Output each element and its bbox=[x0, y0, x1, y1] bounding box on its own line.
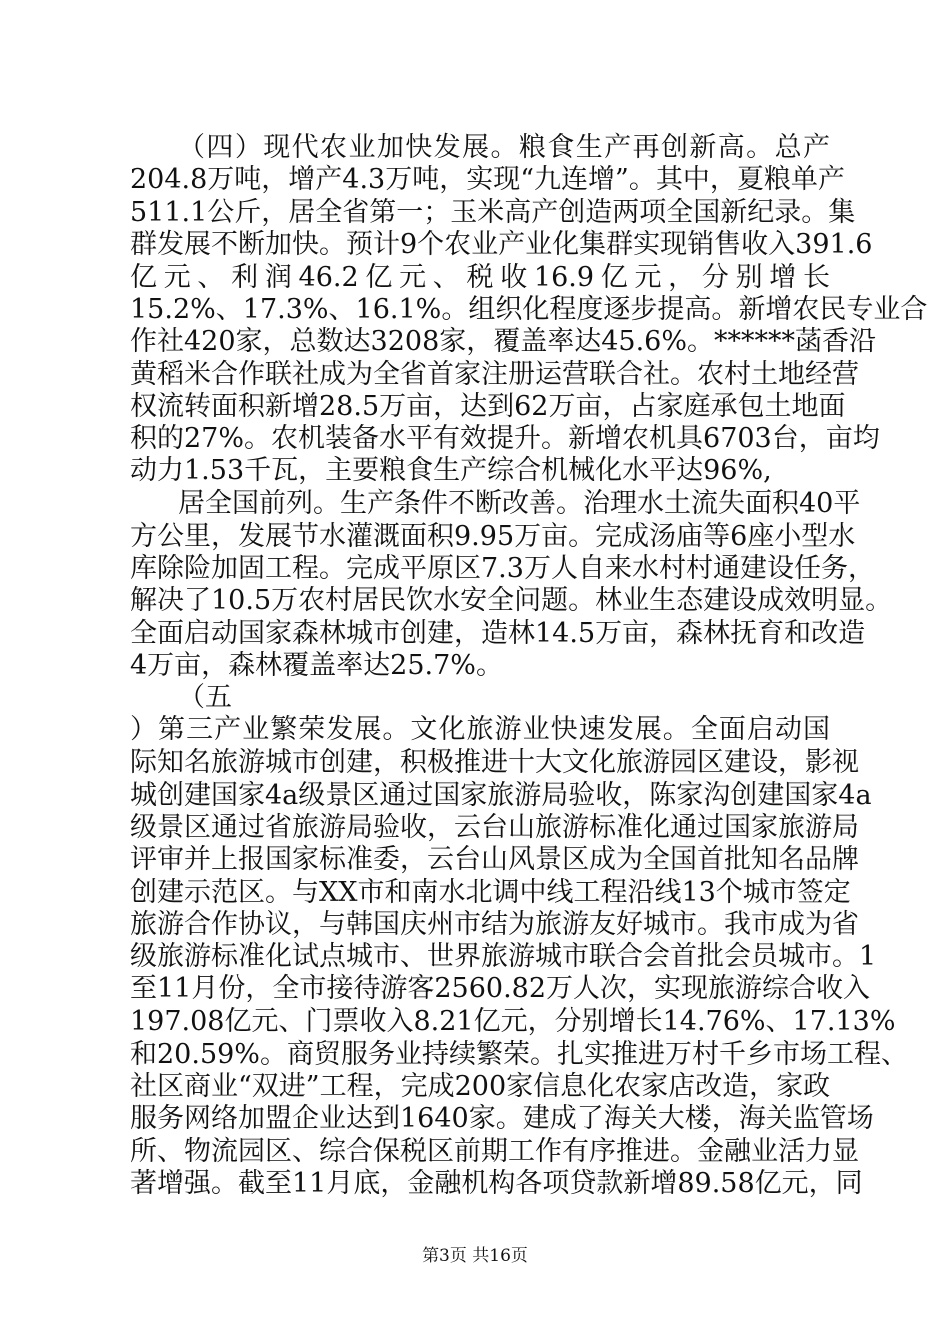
text-line: 库除险加固工程。完成平原区7.3万人自来水村村通建设任务， bbox=[130, 552, 875, 584]
text-line: 作社420家，总数达3208家，覆盖率达45.6%。******菡香沿 bbox=[130, 325, 877, 357]
text-line: 204.8万吨，增产4.3万吨，实现“九连增”。其中，夏粮单产 bbox=[130, 164, 845, 196]
text-line: 方公里，发展节水灌溉面积9.95万亩。完成汤庙等6座小型水 bbox=[130, 520, 856, 552]
page-footer: 第3页 共16页 bbox=[422, 1246, 528, 1266]
text-line: 所、物流园区、综合保税区前期工作有序推进。金融业活力显 bbox=[130, 1135, 859, 1167]
text-line: 权流转面积新增28.5万亩，达到62万亩，占家庭承包土地面 bbox=[130, 391, 846, 422]
text-line: 亿元、利润46.2亿元、税收16.9亿元，分别增长 bbox=[130, 261, 830, 293]
text-line: 级景区通过省旅游局验收，云台山旅游标准化通过国家旅游局 bbox=[130, 811, 859, 843]
text-line: 际知名旅游城市创建，积极推进十大文化旅游园区建设，影视 bbox=[130, 747, 859, 779]
text-line: （四）现代农业加快发展。粮食生产再创新高。总产 bbox=[178, 132, 830, 163]
text-line: 社区商业“双进”工程，完成200家信息化农家店改造，家政 bbox=[130, 1070, 831, 1102]
text-line: 197.08亿元、门票收入8.21亿元，分别增长14.76%、17.13% bbox=[130, 1006, 896, 1038]
text-line: （五 bbox=[178, 682, 232, 714]
text-line: 著增强。截至11月底，金融机构各项贷款新增89.58亿元，同 bbox=[130, 1168, 863, 1199]
text-line: 群发展不断加快。预计9个农业产业化集群实现销售收入391.6 bbox=[130, 229, 873, 261]
text-line: 城创建国家4a级景区通过国家旅游局验收，陈家沟创建国家4a bbox=[130, 779, 872, 811]
text-line: 级旅游标准化试点城市、世界旅游城市联合会首批会员城市。1 bbox=[130, 941, 877, 973]
text-line: 511.1公斤，居全省第一；玉米高产创造两项全国新纪录。集 bbox=[130, 197, 856, 229]
text-line: 创建示范区。与XX市和南水北调中线工程沿线13个城市签定 bbox=[130, 876, 851, 908]
text-line: 旅游合作协议，与韩国庆州市结为旅游友好城市。我市成为省 bbox=[130, 909, 859, 940]
text-line: 15.2%、17.3%、16.1%。组织化程度逐步提高。新增农民专业合 bbox=[130, 293, 928, 325]
text-line: 全面启动国家森林城市创建，造林14.5万亩，森林抚育和改造 bbox=[130, 617, 866, 649]
text-line: 评审并上报国家标准委，云台山风景区成为全国首批知名品牌 bbox=[130, 843, 859, 875]
text-line: ）第三产业繁荣发展。文化旅游业快速发展。全面启动国 bbox=[130, 714, 830, 746]
text-line: 至11月份，全市接待游客2560.82万人次，实现旅游综合收入 bbox=[130, 973, 871, 1005]
text-line: 黄稻米合作联社成为全省首家注册运营联合社。农村土地经营 bbox=[130, 358, 859, 390]
text-line: 动力1.53千瓦，主要粮食生产综合机械化水平达96%, bbox=[130, 455, 772, 487]
text-line: 4万亩，森林覆盖率达25.7%。 bbox=[130, 650, 503, 681]
text-line: 解决了10.5万农村居民饮水安全问题。林业生态建设成效明显。 bbox=[130, 584, 893, 616]
text-line: 和20.59%。商贸服务业持续繁荣。扎实推进万村千乡市场工程、 bbox=[130, 1038, 908, 1070]
text-line: 服务网络加盟企业达到1640家。建成了海关大楼，海关监管场 bbox=[130, 1102, 874, 1134]
text-line: 积的27%。农机装备水平有效提升。新增农机具6703台，亩均 bbox=[130, 423, 880, 455]
text-line: 居全国前列。生产条件不断改善。治理水土流失面积40平 bbox=[178, 488, 861, 520]
